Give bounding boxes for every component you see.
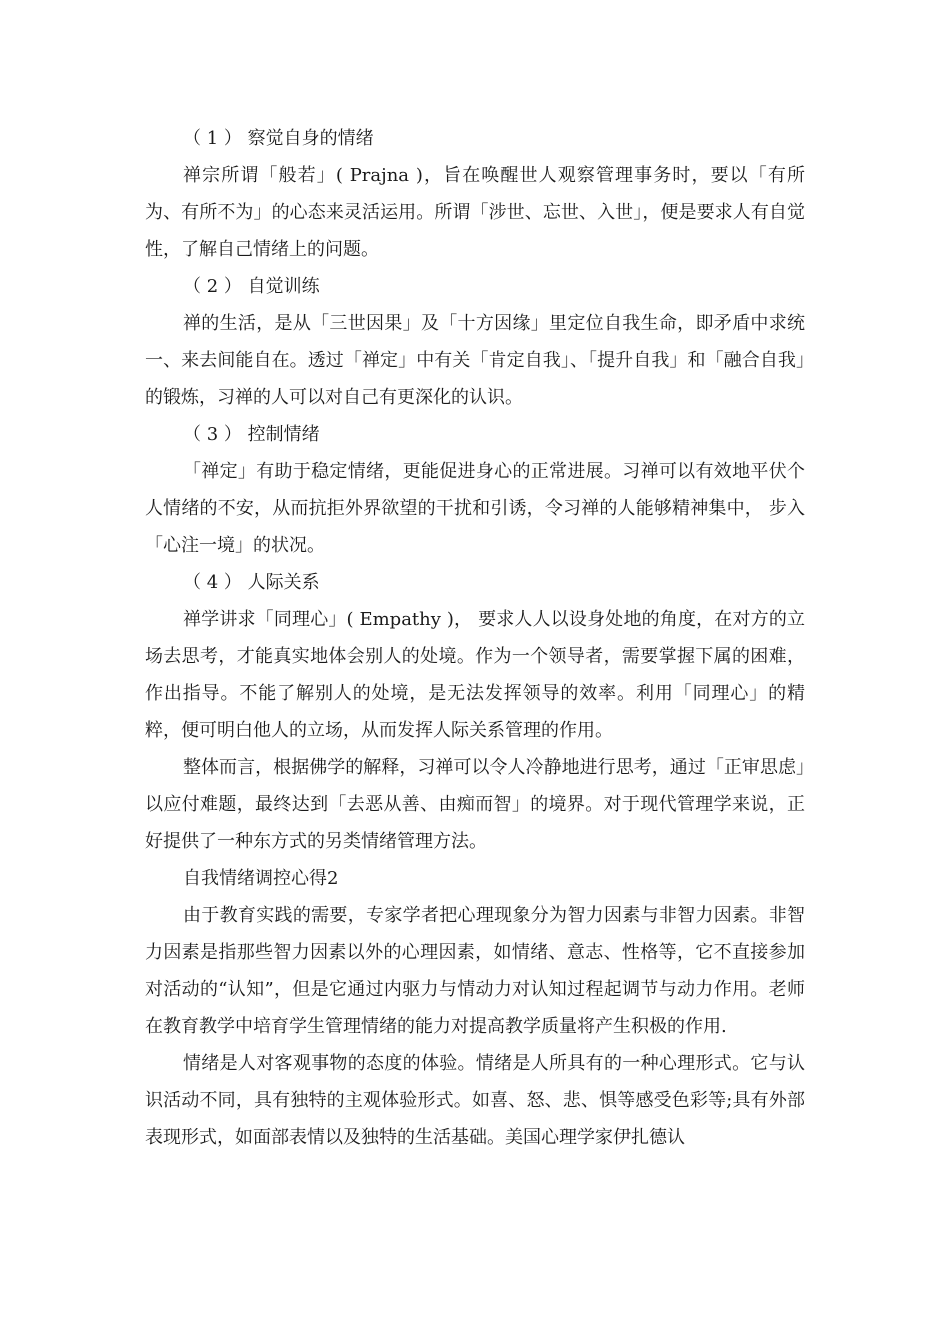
document-page	[145, 120, 805, 1156]
section-heading-3: （ 3 ） 控制情绪	[183, 424, 320, 445]
paragraph-meditation: 「禅定」有助于稳定情绪，更能促进身心的正常进展。习禅可以有效地平伏个人情绪的不安，从而抗拒外界欲望的干扰和引诱，令习禅的人能够精神集中， 步入「心注一境」的状况。	[145, 461, 805, 556]
article-title-2: 自我情绪调控心得2	[183, 868, 339, 889]
paragraph-emotion-definition: 情绪是人对客观事物的态度的体验。情绪是人所具有的一种心理形式。它与认识活动不同，具有独特的主观体验形式。如喜、怒、悲、惧等感受色彩等;具有外部表现形式，如面部表情以及独特的生活基础。美国心理学家伊扎德认	[145, 1053, 805, 1148]
section-heading-1: （ 1 ） 察觉自身的情绪	[183, 128, 374, 149]
paragraph-empathy: 禅学讲求「同理心」( Empathy )， 要求人人以设身处地的角度，在对方的立场去思考，才能真实地体会别人的处境。作为一个领导者，需要掌握下属的困难，作出指导。不能了解别人的处境，是无法发挥领导的效率。利用「同理心」的精粹，便可明白他人的立场，从而发挥人际关系管理的作用。	[145, 609, 805, 741]
section-heading-4: （ 4 ） 人际关系	[183, 572, 320, 593]
paragraph-non-intelligence: 由于教育实践的需要，专家学者把心理现象分为智力因素与非智力因素。非智力因素是指那些智力因素以外的心理因素，如情绪、意志、性格等，它不直接参加对活动的“认知”，但是它通过内驱力与情动力对认知过程起调节与动力作用。老师在教育教学中培育学生管理情绪的能力对提高教学质量将产生积极的作用.	[145, 905, 805, 1037]
paragraph-prajna: 禅宗所谓「般若」( Prajna )，旨在唤醒世人观察管理事务时，要以「有所为、有所不为」的心态来灵活运用。所谓「涉世、忘世、入世」，便是要求人有自觉性，了解自己情绪上的问题。	[145, 165, 805, 260]
section-heading-2: （ 2 ） 自觉训练	[183, 276, 320, 297]
paragraph-summary: 整体而言，根据佛学的解释，习禅可以令人冷静地进行思考，通过「正审思虑」以应付难题，最终达到「去恶从善、由痴而智」的境界。对于现代管理学来说，正好提供了一种东方式的另类情绪管理方法。	[145, 757, 805, 852]
paragraph-zen-life: 禅的生活，是从「三世因果」及「十方因缘」里定位自我生命，即矛盾中求统一、来去间能自在。透过「禅定」中有关「肯定自我」、「提升自我」和「融合自我」的锻炼，习禅的人可以对自己有更深化的认识。	[145, 313, 805, 408]
